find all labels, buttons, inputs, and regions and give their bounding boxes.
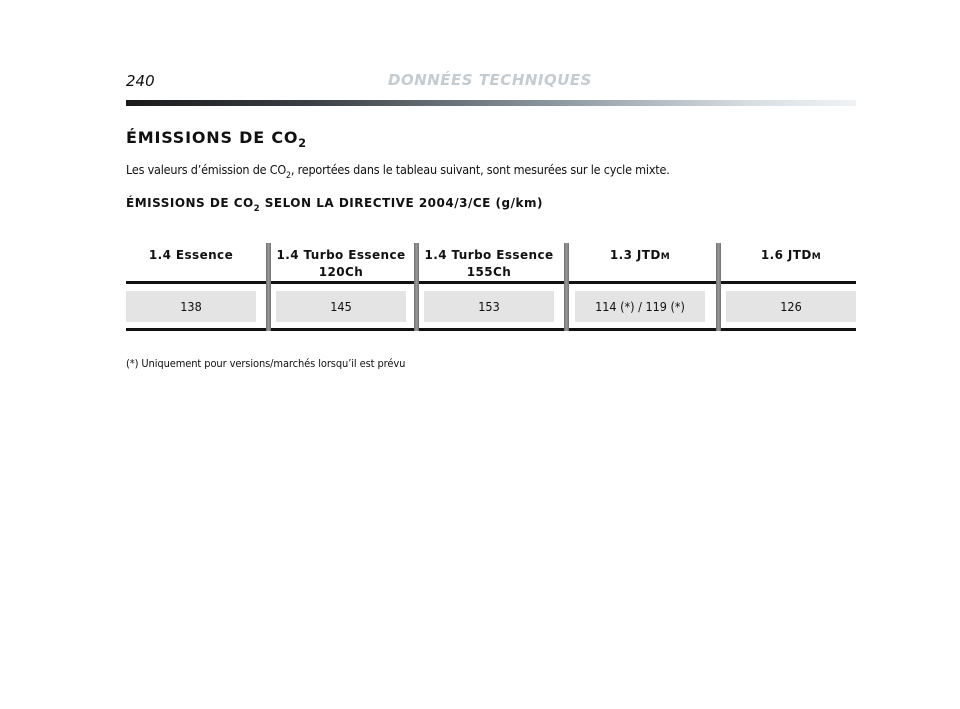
column-header <box>726 248 856 265</box>
column-separator <box>266 243 271 331</box>
column-header-line1: 1.3 JTD <box>609 248 661 262</box>
column-value: 153 <box>424 291 554 322</box>
table-heading-end: SELON LA DIRECTIVE 2004/3/CE (g/km) <box>260 196 543 210</box>
column-header <box>424 248 554 280</box>
page-heading-text: ÉMISSIONS DE CO <box>126 128 299 147</box>
column-header-suffix: M <box>811 252 822 262</box>
column-header-line1: 1.4 Turbo Essence <box>424 248 554 262</box>
footnote: (*) Uniquement pour versions/marchés lorsqu’il est prévu <box>126 357 406 370</box>
intro-paragraph <box>126 162 670 181</box>
column-header <box>126 248 256 265</box>
intro-text-end: , reportées dans le tableau suivant, sont mesurées sur le cycle mixte. <box>290 162 670 177</box>
section-title: DONNÉES TECHNIQUES <box>388 71 592 89</box>
table-column <box>726 243 856 331</box>
table-heading <box>126 196 543 213</box>
table-column <box>424 243 554 331</box>
intro-text-start: Les valeurs d’émission de CO <box>126 162 287 177</box>
table-heading-start: ÉMISSIONS DE CO <box>126 196 254 210</box>
table-heading-subscript: 2 <box>253 203 261 213</box>
column-header-suffix: M <box>660 252 671 262</box>
table-column <box>575 243 705 331</box>
column-separator <box>414 243 419 331</box>
column-header-line1: 1.4 Turbo Essence <box>276 248 406 262</box>
column-header-line1: 1.6 JTD <box>760 248 812 262</box>
column-value: 114 (*) / 119 (*) <box>575 291 705 322</box>
intro-subscript: 2 <box>286 171 291 181</box>
column-header-line2: 155Ch <box>466 265 512 279</box>
column-value: 138 <box>126 291 256 322</box>
table-column <box>126 243 256 331</box>
emissions-table <box>126 243 856 331</box>
column-header <box>276 248 406 280</box>
column-separator <box>564 243 569 331</box>
page-heading-subscript: 2 <box>298 137 307 150</box>
column-header-line1: 1.4 Essence <box>148 248 234 262</box>
table-column <box>276 243 406 331</box>
column-header-line2: 120Ch <box>318 265 364 279</box>
column-header <box>575 248 705 265</box>
column-value: 145 <box>276 291 406 322</box>
column-separator <box>716 243 721 331</box>
header-rule <box>126 100 856 106</box>
page-number: 240 <box>126 72 155 90</box>
column-value: 126 <box>726 291 856 322</box>
page-heading <box>126 128 307 150</box>
